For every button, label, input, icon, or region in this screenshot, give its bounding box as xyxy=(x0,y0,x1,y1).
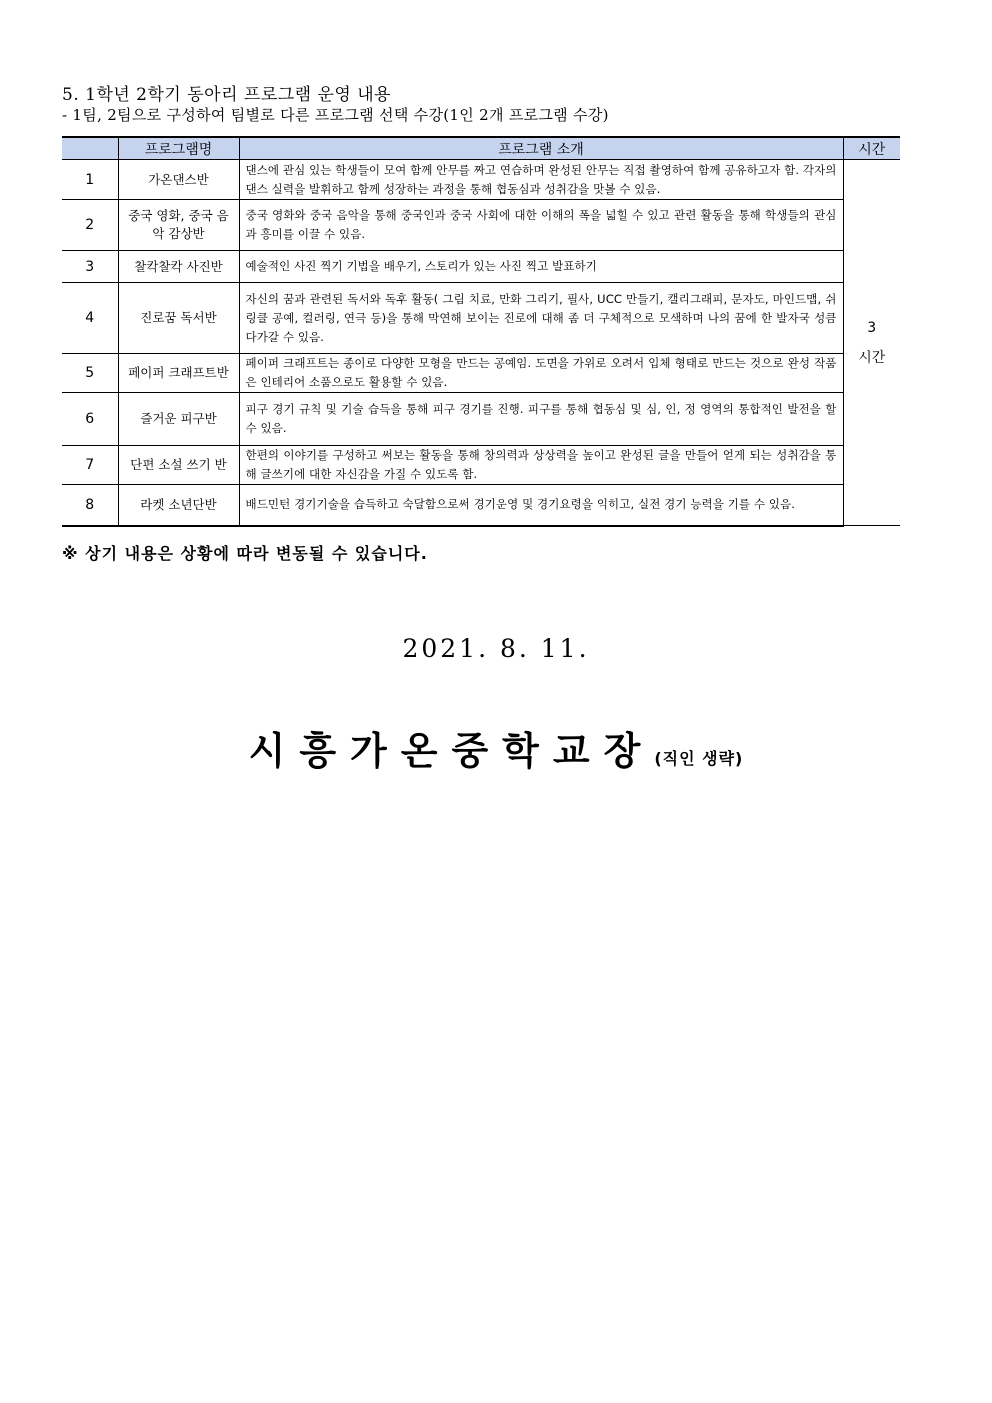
row-description: 자신의 꿈과 관련된 독서와 독후 활동( 그림 치료, 만화 그리기, 필사, UCC 만들기, 캘리그래피, 문자도, 마인드맵, 쉬링클 공예, 컬러링, 연극 등)을 통해 막연해 보이는 진로에 대해 좀 더 구체적으로 모색하며 나의 꿈에 한 발자국 성큼 다가갈 수 있음. xyxy=(239,283,843,354)
row-program-name: 중국 영화, 중국 음악 감상반 xyxy=(118,200,239,251)
row-program-name: 즐거운 피구반 xyxy=(118,393,239,446)
program-table xyxy=(62,136,900,527)
row-number: 6 xyxy=(62,393,118,446)
row-number: 3 xyxy=(62,251,118,283)
change-notice: ※ 상기 내용은 상황에 따라 변동될 수 있습니다. xyxy=(62,544,428,563)
header-time: 시간 xyxy=(843,137,900,160)
header-program-name: 프로그램명 xyxy=(118,137,239,160)
table-header-row xyxy=(62,137,900,160)
row-program-name: 라켓 소년단반 xyxy=(118,485,239,526)
row-number: 7 xyxy=(62,446,118,485)
time-value: 3 xyxy=(867,319,877,336)
row-number: 2 xyxy=(62,200,118,251)
table-row xyxy=(62,485,900,526)
row-description: 페이퍼 크래프트는 종이로 다양한 모형을 만드는 공예임. 도면을 가위로 오려서 입체 형태로 만드는 것으로 완성 작품은 인테리어 소품으로도 활용할 수 있음. xyxy=(239,354,843,393)
row-description: 댄스에 관심 있는 학생들이 모여 함께 안무를 짜고 연습하며 완성된 안무는 직접 촬영하여 함께 공유하고자 함. 각자의 댄스 실력을 발휘하고 함께 성장하는 과정을 통해 협동심과 성취감을 맛볼 수 있음. xyxy=(239,160,843,200)
row-number: 5 xyxy=(62,354,118,393)
row-program-name: 단편 소설 쓰기 반 xyxy=(118,446,239,485)
row-description: 중국 영화와 중국 음악을 통해 중국인과 중국 사회에 대한 이해의 폭을 넓힐 수 있고 관련 활동을 통해 학생들의 관심과 흥미를 이끌 수 있음. xyxy=(239,200,843,251)
time-cell xyxy=(843,160,900,526)
row-number: 8 xyxy=(62,485,118,526)
header-number xyxy=(62,137,118,160)
row-program-name: 가온댄스반 xyxy=(118,160,239,200)
table-row xyxy=(62,200,900,251)
header-program-description: 프로그램 소개 xyxy=(239,137,843,160)
signature-block xyxy=(0,720,992,775)
table-row xyxy=(62,354,900,393)
table-row xyxy=(62,393,900,446)
table-row xyxy=(62,251,900,283)
row-description: 배드민턴 경기기술을 습득하고 숙달함으로써 경기운영 및 경기요령을 익히고, 실전 경기 능력을 기를 수 있음. xyxy=(239,485,843,526)
row-program-name: 진로꿈 독서반 xyxy=(118,283,239,354)
table-row xyxy=(62,160,900,200)
section-heading: 5. 1학년 2학기 동아리 프로그램 운영 내용 xyxy=(62,85,392,105)
row-description: 예술적인 사진 찍기 기법을 배우기, 스토리가 있는 사진 찍고 발표하기 xyxy=(239,251,843,283)
row-number: 1 xyxy=(62,160,118,200)
section-subheading: - 1팀, 2팀으로 구성하여 팀별로 다른 프로그램 선택 수강(1인 2개 프로그램 수강) xyxy=(62,106,609,124)
row-program-name: 찰칵찰칵 사진반 xyxy=(118,251,239,283)
table-row xyxy=(62,283,900,354)
document-date: 2021. 8. 11. xyxy=(402,634,590,663)
seal-omitted-note: (직인 생략) xyxy=(654,749,744,768)
time-unit: 시간 xyxy=(858,349,886,366)
row-number: 4 xyxy=(62,283,118,354)
row-description: 한편의 이야기를 구성하고 써보는 활동을 통해 창의력과 상상력을 높이고 완성된 글을 만들어 얻게 되는 성취감을 통해 글쓰기에 대한 자신감을 가질 수 있도록 함. xyxy=(239,446,843,485)
row-program-name: 페이퍼 크래프트반 xyxy=(118,354,239,393)
row-description: 피구 경기 규칙 및 기술 습득을 통해 피구 경기를 진행. 피구를 통해 협동심 및 심, 인, 정 영역의 통합적인 발전을 할 수 있음. xyxy=(239,393,843,446)
table-row xyxy=(62,446,900,485)
school-principal-name: 시흥가온중학교장 xyxy=(248,729,655,773)
